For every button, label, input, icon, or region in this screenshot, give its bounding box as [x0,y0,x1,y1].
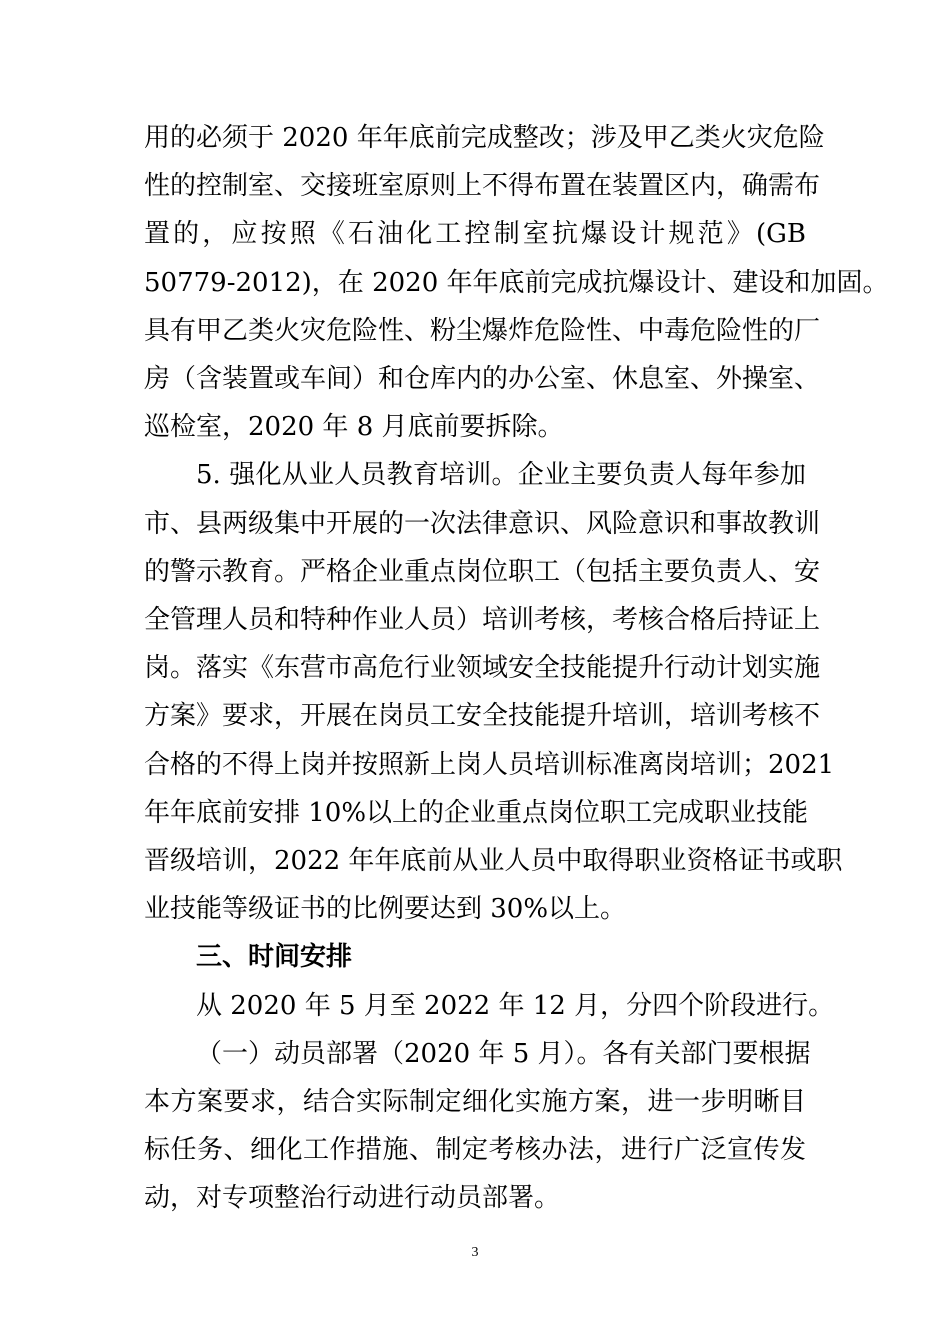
text-line: 全管理人员和特种作业人员）培训考核，考核合格后持证上 [144,605,821,635]
text-line: 50779-2012)，在 2020 年年底前完成抗爆设计、建设和加固。 [144,267,889,298]
text-line: 的警示教育。严格企业重点岗位职工（包括主要负责人、安 [144,556,821,587]
text-line: 本方案要求，结合实际制定细化实施方案，进一步明晰目 [144,1087,806,1117]
text-line: 业技能等级证书的比例要达到 30%以上。 [144,894,627,925]
text-line: 置的，应按照《石油化工控制室抗爆设计规范》(GB [144,219,806,250]
text-line: 岗。落实《东营市高危行业领域安全技能提升行动计划实施 [144,653,821,684]
page-number: 3 [471,1244,479,1260]
text-line: 动，对专项整治行动进行动员部署。 [144,1183,561,1214]
text-line: 晋级培训，2022 年年底前从业人员中取得职业资格证书或职 [144,846,843,876]
text-line: 从 2020 年 5 月至 2022 年 12 月，分四个阶段进行。 [196,990,835,1021]
text-line: 年年底前安排 10%以上的企业重点岗位职工完成职业技能 [144,797,809,828]
text-line: （一）动员部署（2020 年 5 月）。各有关部门要根据 [196,1038,811,1069]
text-line: 市、县两级集中开展的一次法律意识、风险意识和事故教训 [144,508,821,539]
text-line: 巡检室，2020 年 8 月底前要拆除。 [144,412,564,443]
text-line: 具有甲乙类火灾危险性、粉尘爆炸危险性、中毒危险性的厂 [144,315,821,346]
text-line: 5. 强化从业人员教育培训。企业主要负责人每年参加 [196,460,806,491]
text-line: 标任务、细化工作措施、制定考核办法，进行广泛宣传发 [144,1135,806,1166]
text-line: 合格的不得上岗并按照新上岗人员培训标准离岗培训；2021 [144,749,835,780]
text-line: 用的必须于 2020 年年底前完成整改；涉及甲乙类火灾危险 [144,123,825,153]
text-line: 房（含装置或车间）和仓库内的办公室、休息室、外操室、 [144,364,821,394]
text-line: 性的控制室、交接班室原则上不得布置在装置区内，确需布 [144,171,821,202]
section-heading: 三、时间安排 [196,942,353,973]
text-line: 方案》要求，开展在岗员工安全技能提升培训，培训考核不 [144,701,821,732]
